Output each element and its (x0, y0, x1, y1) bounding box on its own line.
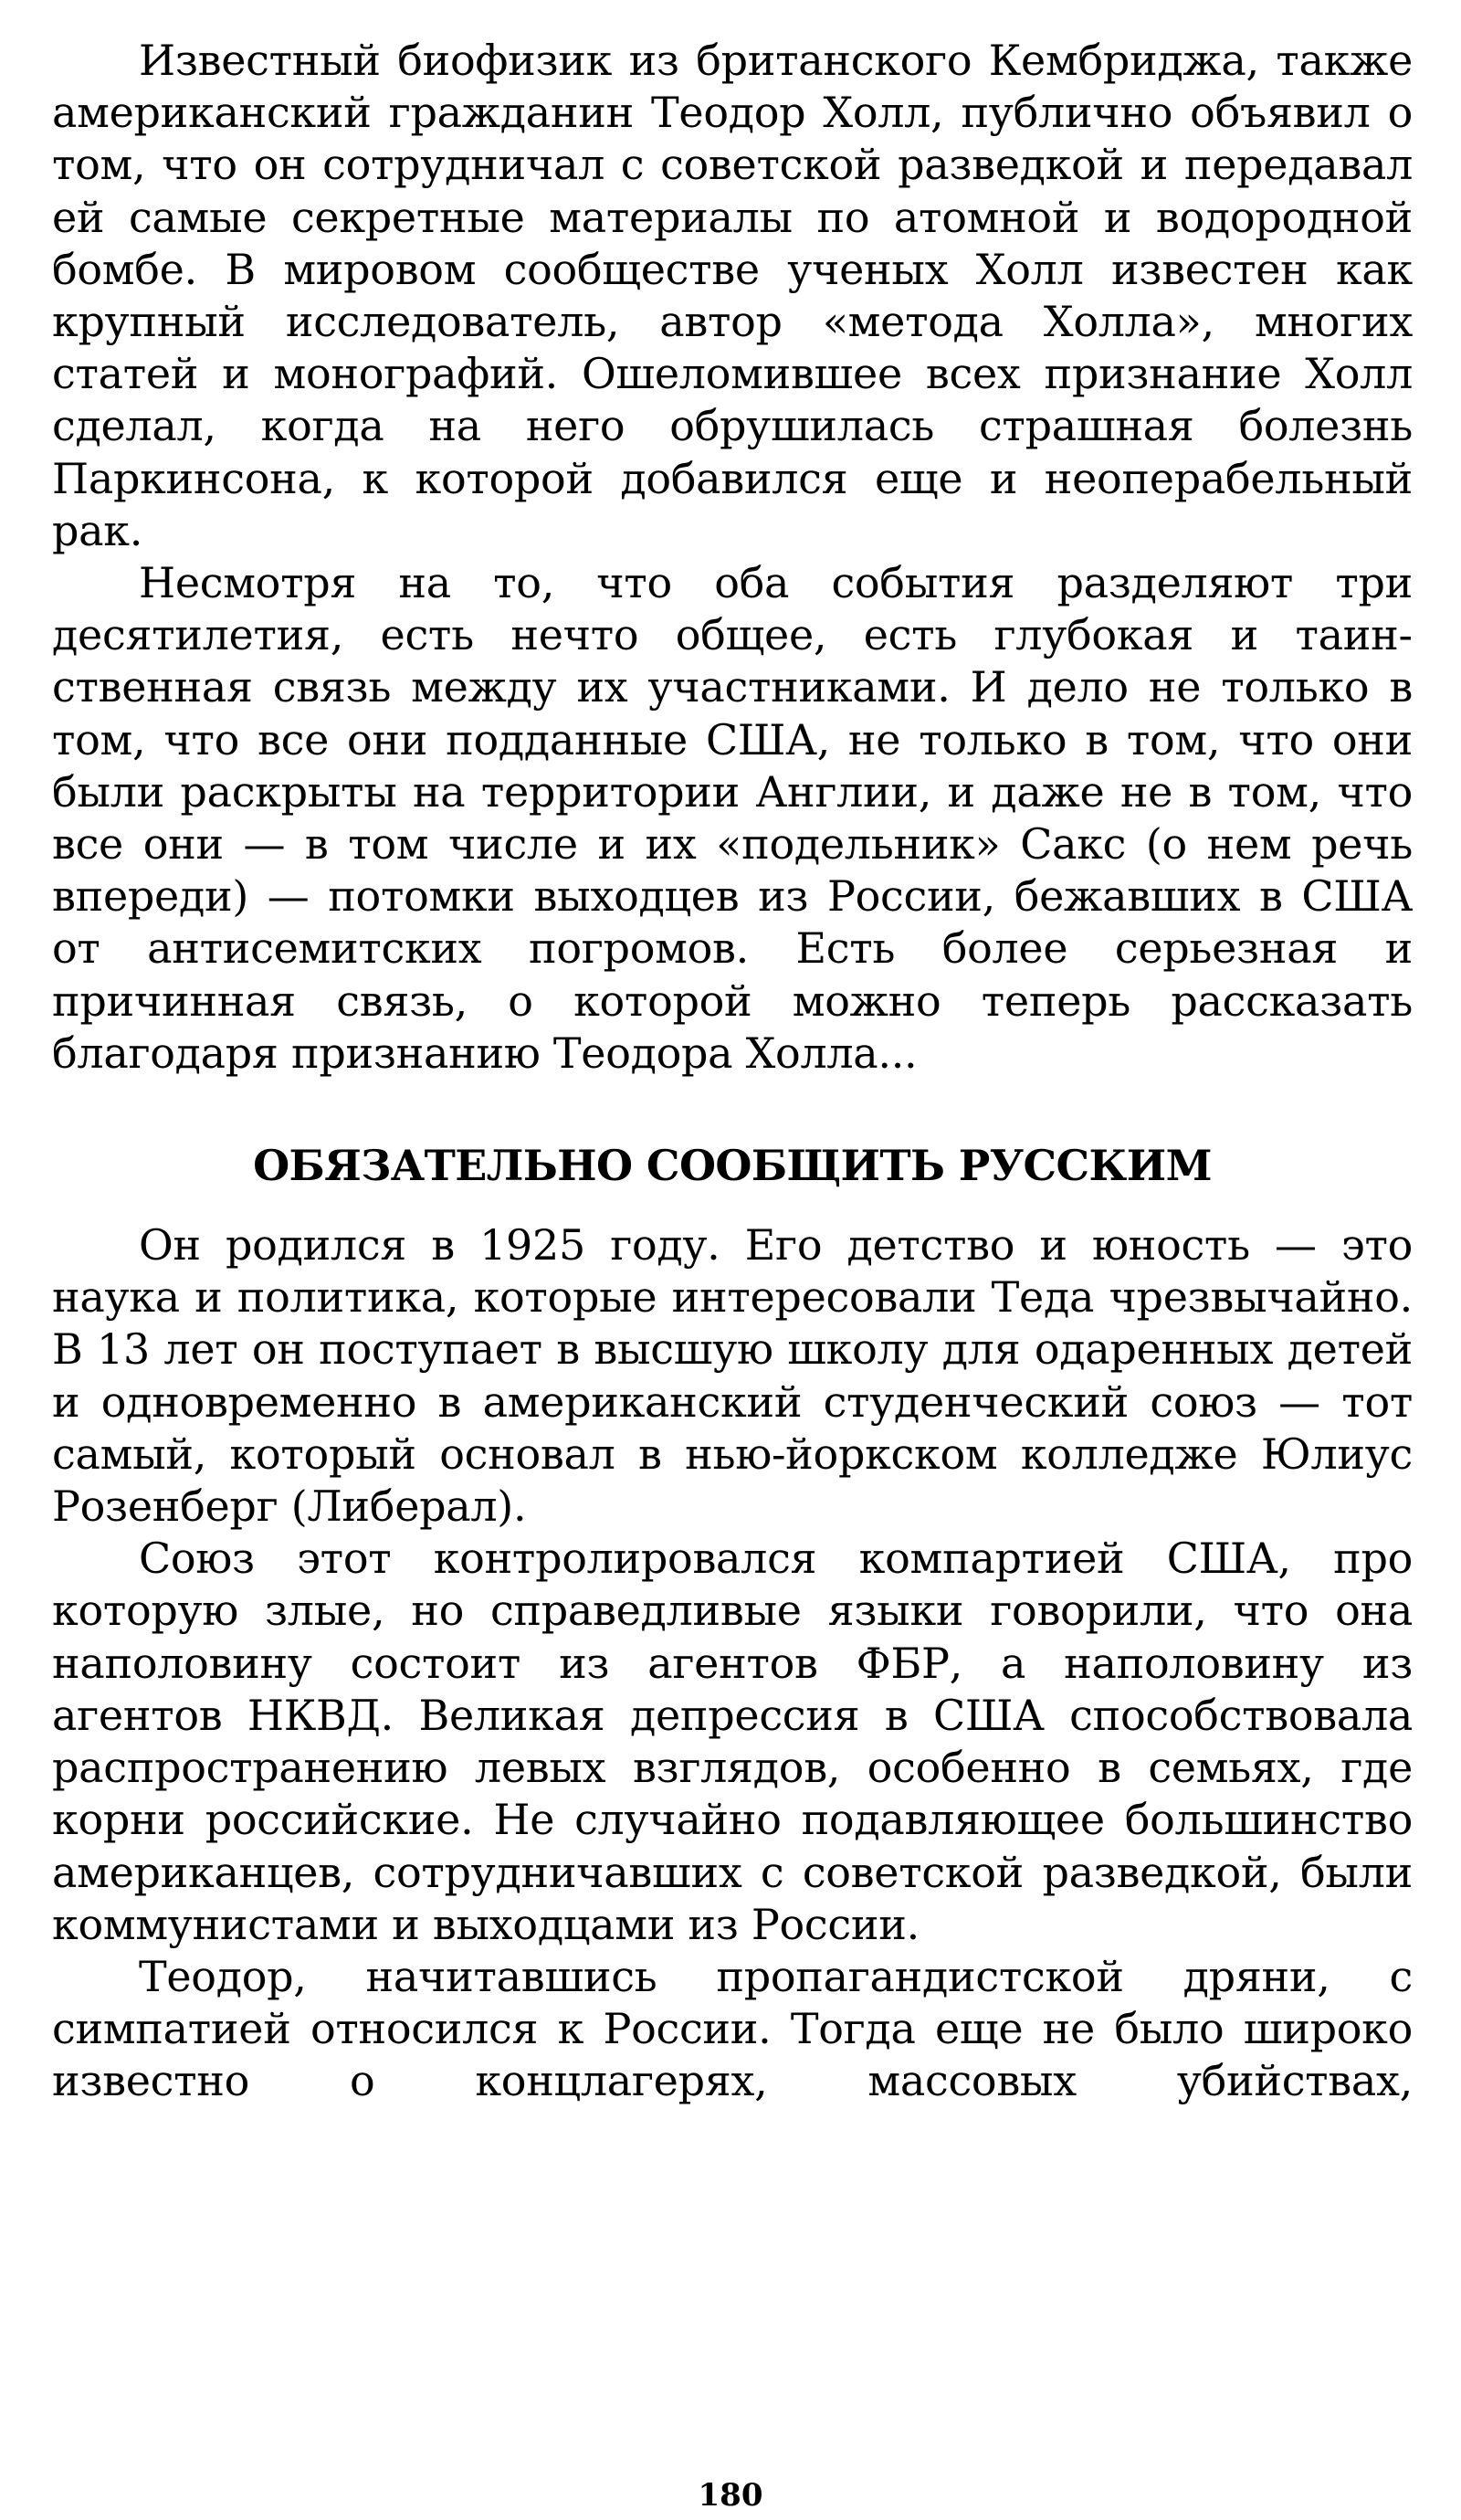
paragraph-2: Несмотря на то, что оба события разделяют три десятилетия, есть нечто общее, есть глубокая и таинственная связь между их участниками. И дело не только в том, что все они подданные США, не только в том, что они были раскрыты на территории Англии, и даже не в том, что все они — в том числе и их «подельник» Сакс (о нем речь впереди) — потомки выходцев из России, бежавших в США от антисемитских погромов. Есть более серьезная и причинная связь, о которой можно теперь рассказать благодаря признанию Теодора Холла... (52, 558, 1413, 1078)
paragraph-4: Союз этот контролировался компартией США, про которую злые, но справедливые языки говорили, что она наполовину состоит из агентов ФБР, а наполовину из агентов НКВД. Великая депрессия в США способствовала распространению левых взглядов, особенно в семьях, где корни российские. Не случайно подавляющее большинство американцев, сотрудничавших с советской разведкой, были коммунистами и выходцами из России. (52, 1534, 1413, 1949)
page-number: 180 (698, 2477, 763, 2514)
section-heading: ОБЯЗАТЕЛЬНО СООБЩИТЬ РУССКИМ (253, 1141, 1212, 1191)
paragraph-3: Он родился в 1925 году. Его детство и юность — это наука и политика, которые интересовали Теда чрезвычайно. В 13 лет он поступает в высшую школу для одаренных детей и одновременно в американский студенческий союз — тот самый, который основал в нью-йоркском колледже Юлиус Розенберг (Либерал). (52, 1220, 1413, 1532)
paragraph-5: Теодор, начитавшись пропагандистской дряни, с симпатией относился к России. Тогда еще не было широко известно о концлагерях, массовых убийствах, (52, 1951, 1413, 2106)
paragraph-1: Известный биофизик из британского Кембриджа, также американский гражданин Теодор Холл, публично объявил о том, что он сотрудничал с советской разведкой и передавал ей самые секретные материалы по атомной и водородной бомбе. В мировом сообществе ученых Холл известен как крупный исследователь, автор «метода Холла», многих статей и монографий. Ошеломившее всех признание Холл сделал, когда на него обрушилась страшная болезнь Паркинсона, к которой добавился еще и неоперабельный рак. (52, 36, 1413, 555)
page-body (52, 35, 1413, 2108)
